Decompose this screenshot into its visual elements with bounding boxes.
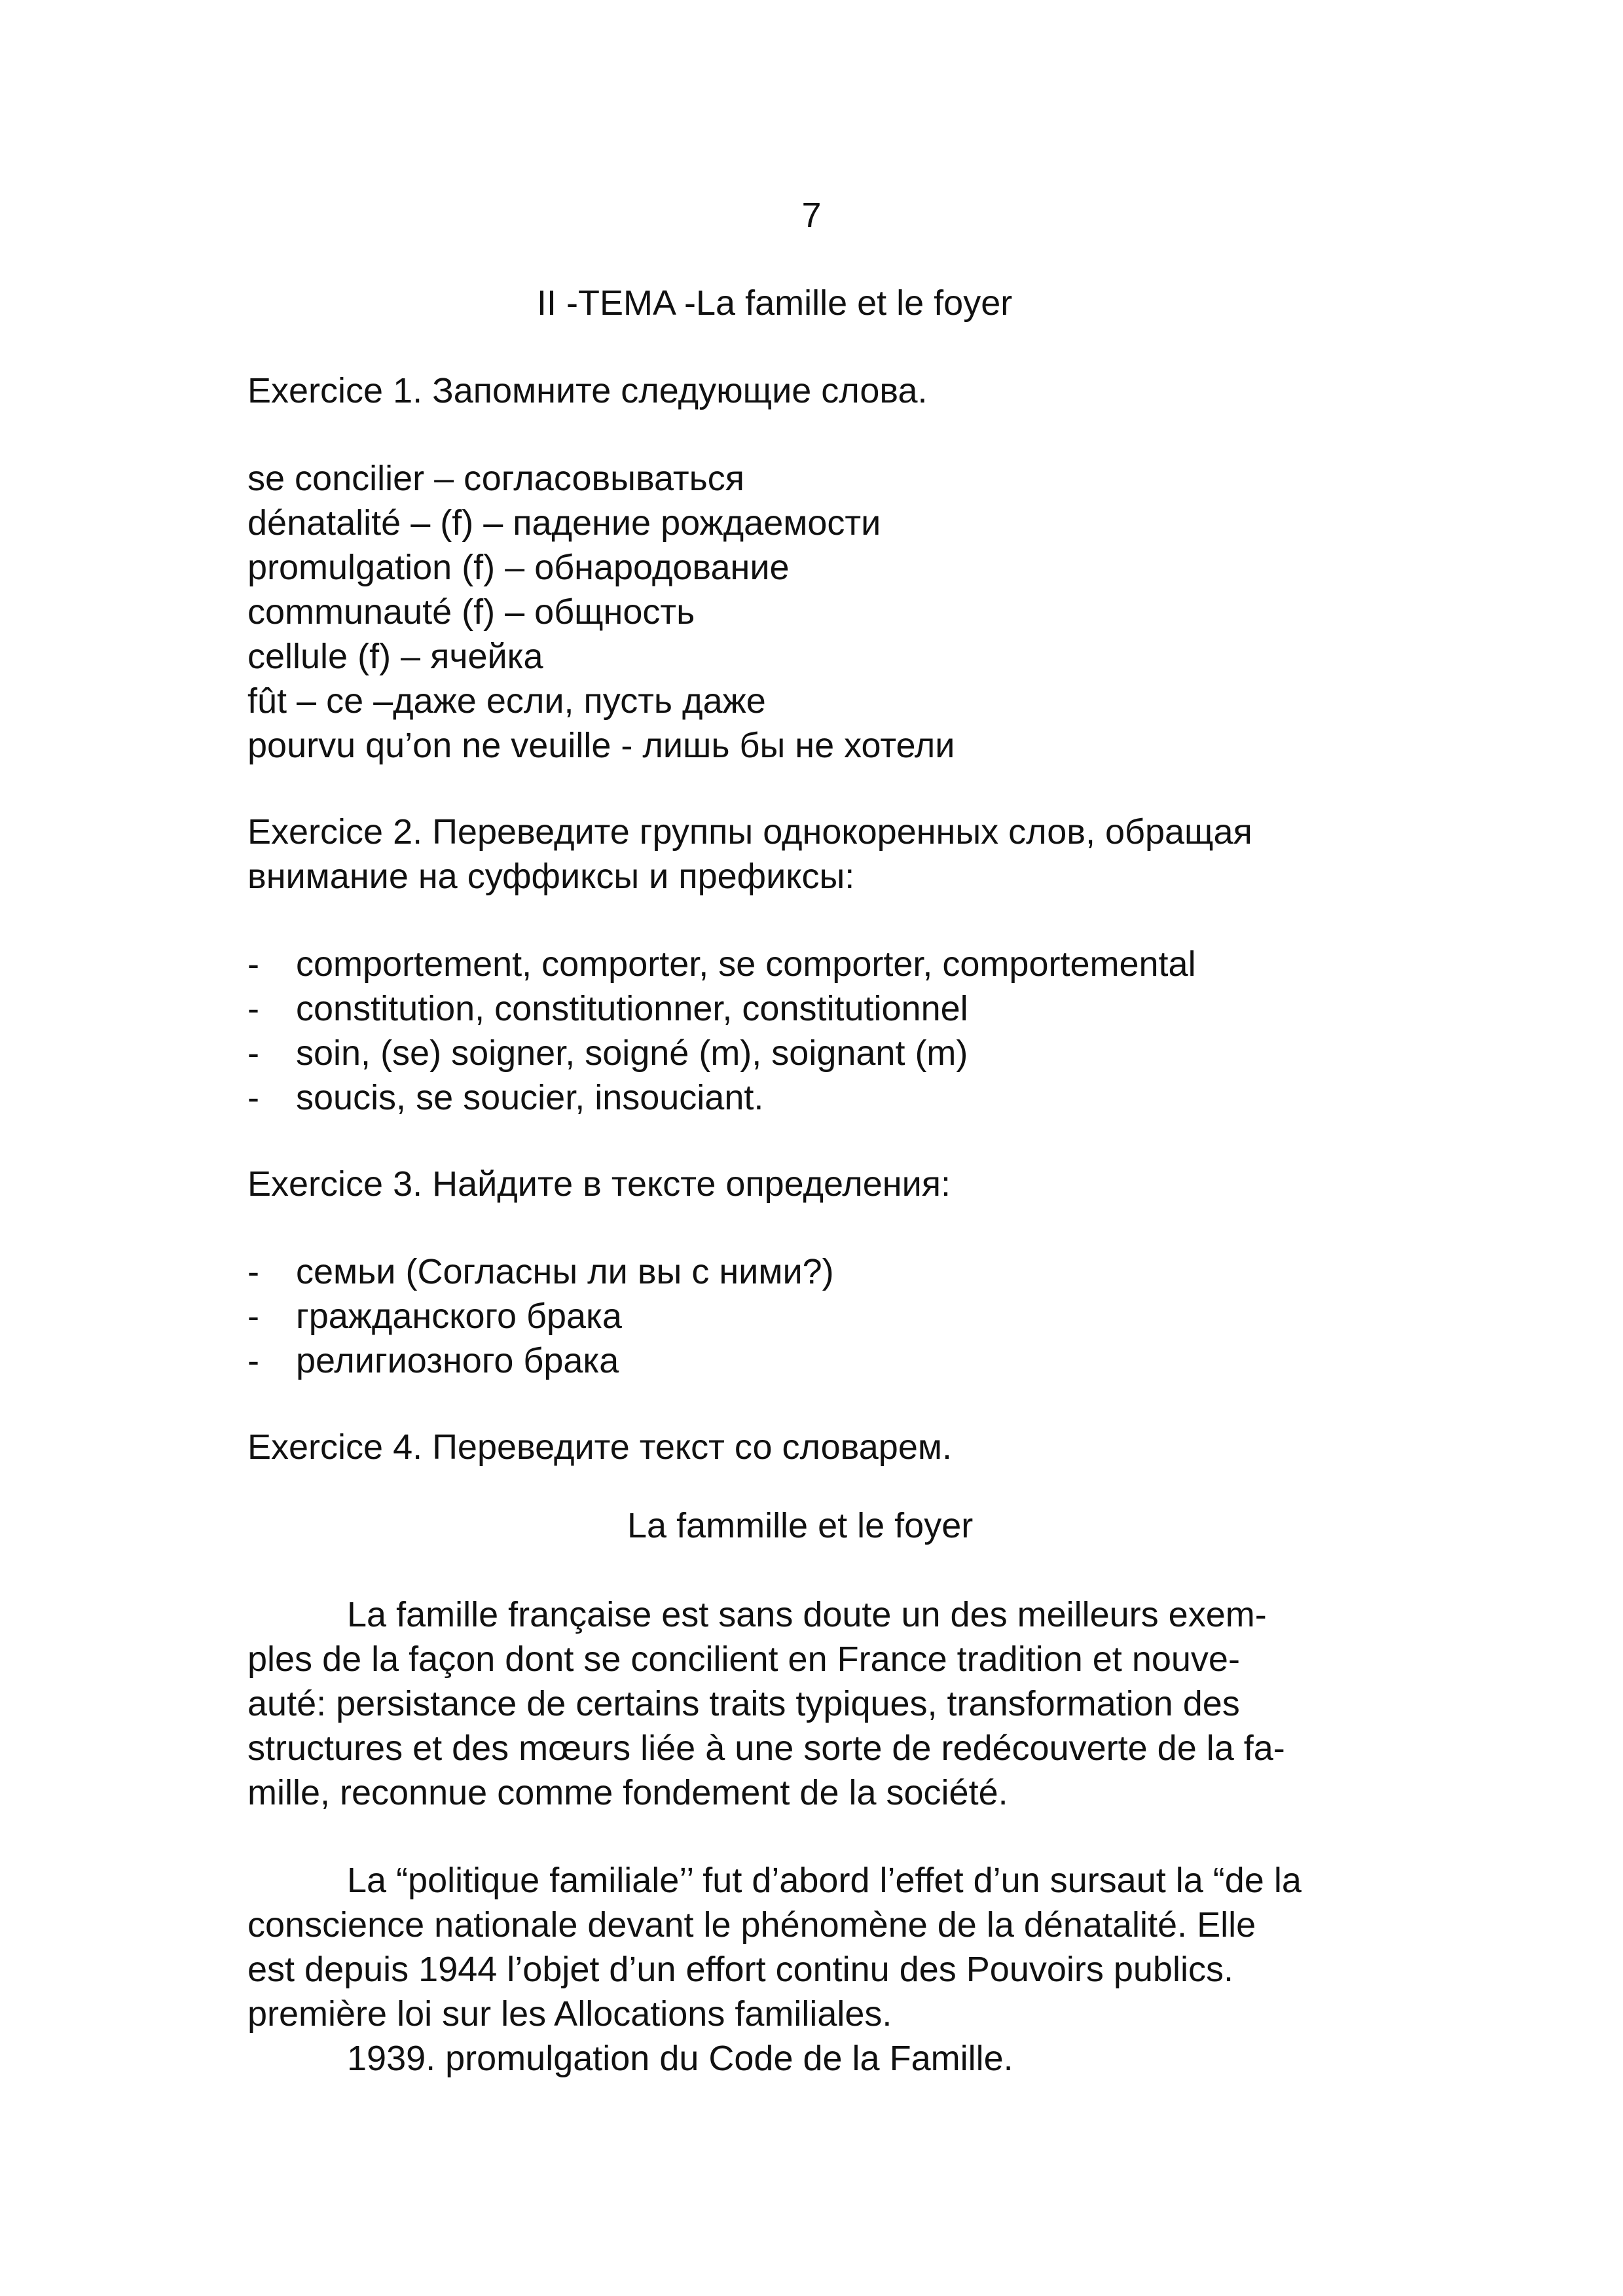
list-item: comportement, comporter, se comporter, comportemental xyxy=(296,944,1196,984)
paragraph-line: La “politique familiale’’ fut d’abord l’effet d’un sursaut la “de la xyxy=(347,1861,1302,1900)
bullet-dash: - xyxy=(247,1252,259,1291)
paragraph-3: 1939. promulgation du Code de la Famille. xyxy=(347,2039,1013,2078)
page-number: 7 xyxy=(801,196,822,235)
vocab-item: se concilier – согласовываться xyxy=(247,459,745,498)
paragraph-line: auté: persistance de certains traits typiques, transformation des xyxy=(247,1684,1240,1723)
vocab-item: dénatalité – (f) – падение рождаемости xyxy=(247,503,881,543)
topic-title: II -TEMA -La famille et le foyer xyxy=(537,283,1013,323)
exercise-4-heading: Exercice 4. Переведите текст со словарем. xyxy=(247,1427,952,1467)
paragraph-line: première loi sur les Allocations familiales. xyxy=(247,1994,892,2034)
paragraph-line: est depuis 1944 l’objet d’un effort continu des Pouvoirs publics. xyxy=(247,1950,1233,1989)
bullet-dash: - xyxy=(247,1341,259,1380)
list-item: гражданского брака xyxy=(296,1297,622,1336)
bullet-dash: - xyxy=(247,1297,259,1336)
text-title: La fammille et le foyer xyxy=(627,1506,974,1545)
vocab-item: pourvu qu’on ne veuille - лишь бы не хотели xyxy=(247,726,955,765)
exercise-1-heading: Exercice 1. Запомните следующие слова. xyxy=(247,371,928,410)
exercise-2-heading-line-2: внимание на суффиксы и префиксы: xyxy=(247,857,855,896)
list-item: soin, (se) soigner, soigné (m), soignant (m) xyxy=(296,1033,968,1073)
bullet-dash: - xyxy=(247,989,259,1028)
list-item: семьи (Согласны ли вы с ними?) xyxy=(296,1252,834,1291)
bullet-dash: - xyxy=(247,1078,259,1117)
exercise-2-heading-line-1: Exercice 2. Переведите группы однокоренных слов, обращая xyxy=(247,812,1252,852)
vocab-item: communauté (f) – общность xyxy=(247,592,695,632)
bullet-dash: - xyxy=(247,944,259,984)
bullet-dash: - xyxy=(247,1033,259,1073)
paragraph-line: conscience nationale devant le phénomène de la dénatalité. Elle xyxy=(247,1905,1256,1945)
list-item: soucis, se soucier, insouciant. xyxy=(296,1078,764,1117)
vocab-item: promulgation (f) – обнародование xyxy=(247,548,790,587)
list-item: constitution, constitutionner, constitutionnel xyxy=(296,989,968,1028)
paragraph-line: mille, reconnue comme fondement de la société. xyxy=(247,1773,1008,1812)
vocab-item: cellule (f) – ячейка xyxy=(247,637,543,676)
exercise-3-heading: Exercice 3. Найдите в тексте определения: xyxy=(247,1164,951,1204)
paragraph-line: La famille française est sans doute un des meilleurs exem- xyxy=(347,1595,1267,1634)
paragraph-line: ples de la façon dont se concilient en France tradition et nouve- xyxy=(247,1640,1240,1679)
paragraph-line: structures et des mœurs liée à une sorte de redécouverte de la fa- xyxy=(247,1729,1285,1768)
list-item: религиозного брака xyxy=(296,1341,619,1380)
vocab-item: fût – ce –даже если, пусть даже xyxy=(247,681,766,721)
